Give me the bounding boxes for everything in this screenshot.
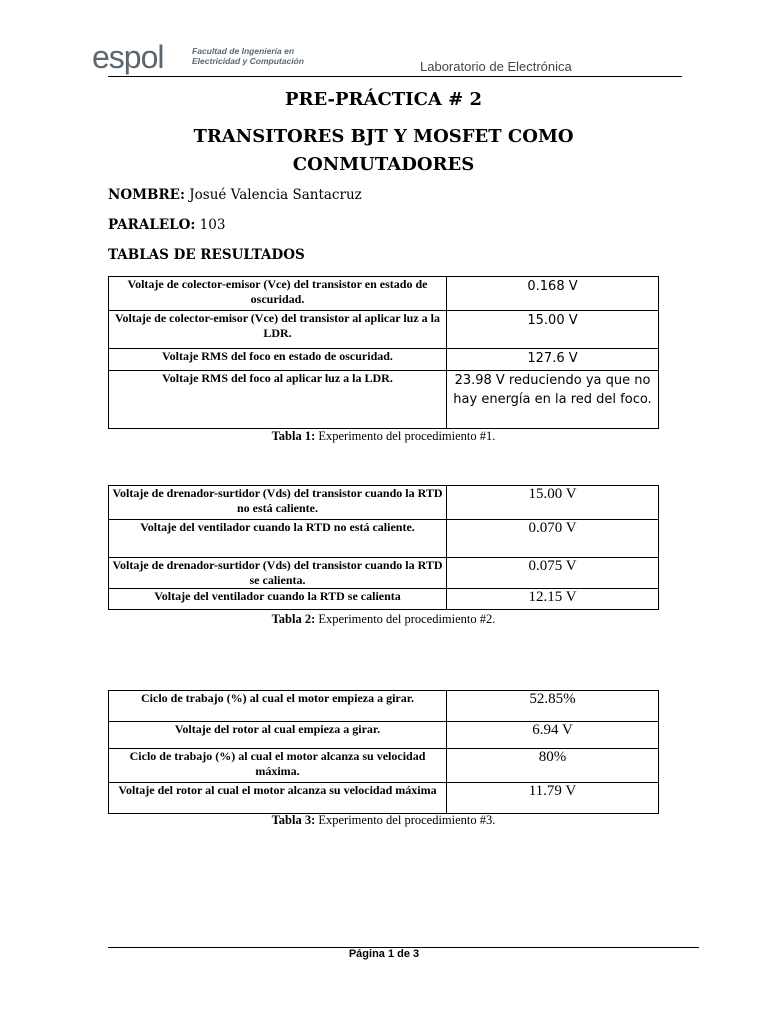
paralelo-value: 103 xyxy=(199,217,226,233)
table-row xyxy=(109,520,659,558)
page-number: Página 1 de 3 xyxy=(348,948,420,960)
row-label: Voltaje RMS del foco al aplicar luz a la LDR. xyxy=(109,371,447,429)
table-row xyxy=(109,691,659,722)
table-row xyxy=(109,371,659,429)
row-label: Voltaje del ventilador cuando la RTD no está caliente. xyxy=(109,520,447,558)
table-1-caption xyxy=(108,429,659,444)
row-label: Voltaje de drenador-surtidor (Vds) del transistor cuando la RTD no está caliente. xyxy=(109,486,447,520)
name-value: Josué Valencia Santacruz xyxy=(189,187,362,203)
row-label: Voltaje de drenador-surtidor (Vds) del transistor cuando la RTD se calienta. xyxy=(109,558,447,589)
faculty-line-2: Electricidad y Computación xyxy=(192,56,304,66)
row-value: 80% xyxy=(447,749,659,783)
row-label: Voltaje de colector-emisor (Vce) del transistor en estado de oscuridad. xyxy=(109,277,447,311)
table-row xyxy=(109,558,659,589)
row-label: Voltaje del rotor al cual empieza a girar. xyxy=(109,722,447,749)
caption-text: Experimento del procedimiento #3. xyxy=(315,813,496,827)
caption-text: Experimento del procedimiento #2. xyxy=(315,612,496,626)
row-value: 52.85% xyxy=(447,691,659,722)
row-label: Ciclo de trabajo (%) al cual el motor alcanza su velocidad máxima. xyxy=(109,749,447,783)
row-value: 0.075 V xyxy=(447,558,659,589)
section-heading: TABLAS DE RESULTADOS xyxy=(108,247,305,263)
row-label: Voltaje RMS del foco en estado de oscuridad. xyxy=(109,349,447,371)
caption-label: Tabla 1: xyxy=(271,429,316,443)
document-subtitle xyxy=(108,123,659,179)
table-row xyxy=(109,486,659,520)
row-label: Ciclo de trabajo (%) al cual el motor empieza a girar. xyxy=(109,691,447,722)
table-row xyxy=(109,749,659,783)
document-title: PRE-PRÁCTICA # 2 xyxy=(284,89,483,110)
table-3-caption xyxy=(108,813,659,828)
faculty-line-1: Facultad de Ingeniería en xyxy=(192,46,295,56)
table-row xyxy=(109,722,659,749)
table-row xyxy=(109,311,659,349)
table-row xyxy=(109,589,659,610)
results-table-3 xyxy=(108,690,659,814)
table-row xyxy=(109,349,659,371)
lab-name: Laboratorio de Electrónica xyxy=(420,59,572,74)
row-value: 15.00 V xyxy=(447,311,659,349)
table-row xyxy=(109,277,659,311)
name-field xyxy=(108,187,362,203)
subtitle-line-2: CONMUTADORES xyxy=(292,154,475,175)
table-row xyxy=(109,783,659,814)
row-label: Voltaje del ventilador cuando la RTD se calienta xyxy=(109,589,447,610)
caption-label: Tabla 2: xyxy=(271,612,316,626)
row-value: 127.6 V xyxy=(447,349,659,371)
row-value: 12.15 V xyxy=(447,589,659,610)
subtitle-line-1: TRANSITORES BJT Y MOSFET COMO xyxy=(193,126,574,147)
row-value: 0.070 V xyxy=(447,520,659,558)
paralelo-label: PARALELO: xyxy=(108,217,196,233)
espol-logo-text: espol xyxy=(92,39,164,75)
row-label: Voltaje del rotor al cual el motor alcanza su velocidad máxima xyxy=(109,783,447,814)
results-table-2 xyxy=(108,485,659,610)
row-value: 23.98 V reduciendo ya que no hay energía en la red del foco. xyxy=(447,371,659,429)
name-label: NOMBRE: xyxy=(108,187,185,203)
row-value: 6.94 V xyxy=(447,722,659,749)
faculty-name xyxy=(192,46,352,66)
row-label: Voltaje de colector-emisor (Vce) del transistor al aplicar luz a la LDR. xyxy=(109,311,447,349)
caption-label: Tabla 3: xyxy=(271,813,316,827)
caption-text: Experimento del procedimiento #1. xyxy=(315,429,496,443)
table-2-caption xyxy=(108,612,659,627)
header-rule xyxy=(108,76,682,77)
paralelo-field xyxy=(108,217,225,233)
row-value: 15.00 V xyxy=(447,486,659,520)
row-value: 0.168 V xyxy=(447,277,659,311)
results-table-1 xyxy=(108,276,659,429)
row-value: 11.79 V xyxy=(447,783,659,814)
